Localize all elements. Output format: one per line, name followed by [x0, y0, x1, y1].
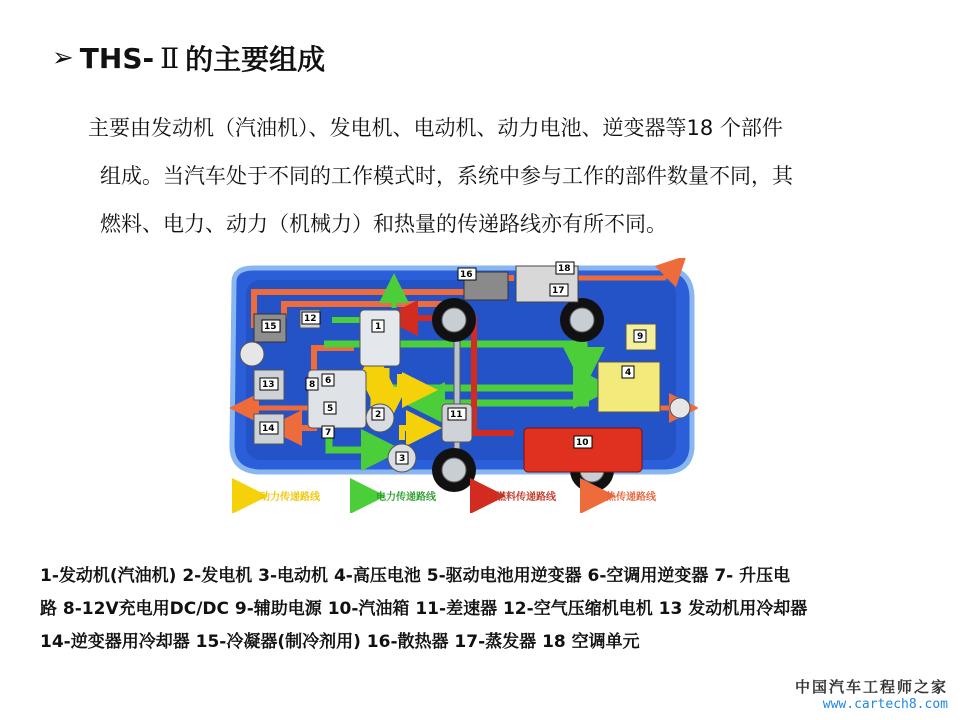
caption-line: 14-逆变器用冷却器 15-冷凝器(制冷剂用) 16-散热器 17-蒸发器 18 空调单元: [40, 632, 640, 652]
arrow-bullet-icon: ➢: [52, 43, 74, 73]
legend-label: 动力传递路线: [260, 492, 320, 503]
component-number-label: 6: [325, 376, 332, 386]
component-number-label: 17: [552, 286, 565, 296]
component-number-label: 12: [304, 314, 317, 324]
watermark-brand: 中国汽车工程师之家: [794, 678, 948, 696]
component-number-label: 2: [375, 410, 382, 420]
slide-title: [52, 38, 325, 78]
component-number-label: 16: [460, 270, 473, 280]
component-number-label: 9: [637, 332, 644, 342]
intro-line: 燃料、电力、动力（机械力）和热量的传递路线亦有所不同。: [100, 212, 667, 236]
component-number-label: 10: [576, 438, 589, 448]
ths-system-diagram: [224, 258, 698, 513]
intro-line: 主要由发动机（汽油机）、发电机、电动机、动力电池、逆变器等18 个部件: [88, 116, 783, 140]
component-fuel-tank: [524, 428, 642, 472]
component-number-label: 3: [399, 454, 406, 464]
legend-label: 燃料传递路线: [496, 492, 556, 503]
component-number-label: 5: [327, 404, 334, 414]
component-number-label: 18: [558, 264, 571, 274]
component-number-label: 7: [325, 428, 332, 438]
title-roman: Ⅱ: [160, 41, 180, 75]
wheel: [560, 298, 604, 342]
watermark: [795, 676, 948, 712]
wheel: [432, 448, 476, 492]
component-fan: [670, 398, 690, 418]
legend-label: 电力传递路线: [376, 492, 436, 503]
intro-paragraph: [88, 104, 908, 248]
title-suffix: 的主要组成: [185, 43, 326, 76]
intro-line: 组成。当汽车处于不同的工作模式时，系统中参与工作的部件数量不同，其: [100, 164, 793, 188]
component-engine: [360, 310, 400, 366]
title-prefix: THS-: [79, 41, 155, 75]
wheel: [432, 298, 476, 342]
component-number-label: 11: [450, 410, 463, 420]
component-fan: [240, 342, 264, 366]
component-number-label: 1: [375, 322, 382, 332]
caption-line: 1-发动机(汽油机) 2-发电机 3-电动机 4-高压电池 5-驱动电池用逆变器 6-空调用逆变器 7- 升压电: [40, 566, 791, 586]
component-number-label: 4: [625, 368, 632, 378]
component-number-label: 15: [264, 322, 277, 332]
caption-line: 路 8-12V充电用DC/DC 9-辅助电源 10-汽油箱 11-差速器 12-空气压缩机电机 13 发动机用冷却器: [40, 599, 808, 619]
watermark-url: www.cartech8.com: [822, 697, 948, 712]
component-number-label: 14: [262, 424, 275, 434]
component-number-label: 8: [309, 380, 316, 390]
component-caption: [40, 560, 940, 659]
legend-label: 热传递路线: [606, 492, 656, 503]
component-number-label: 13: [262, 380, 275, 390]
